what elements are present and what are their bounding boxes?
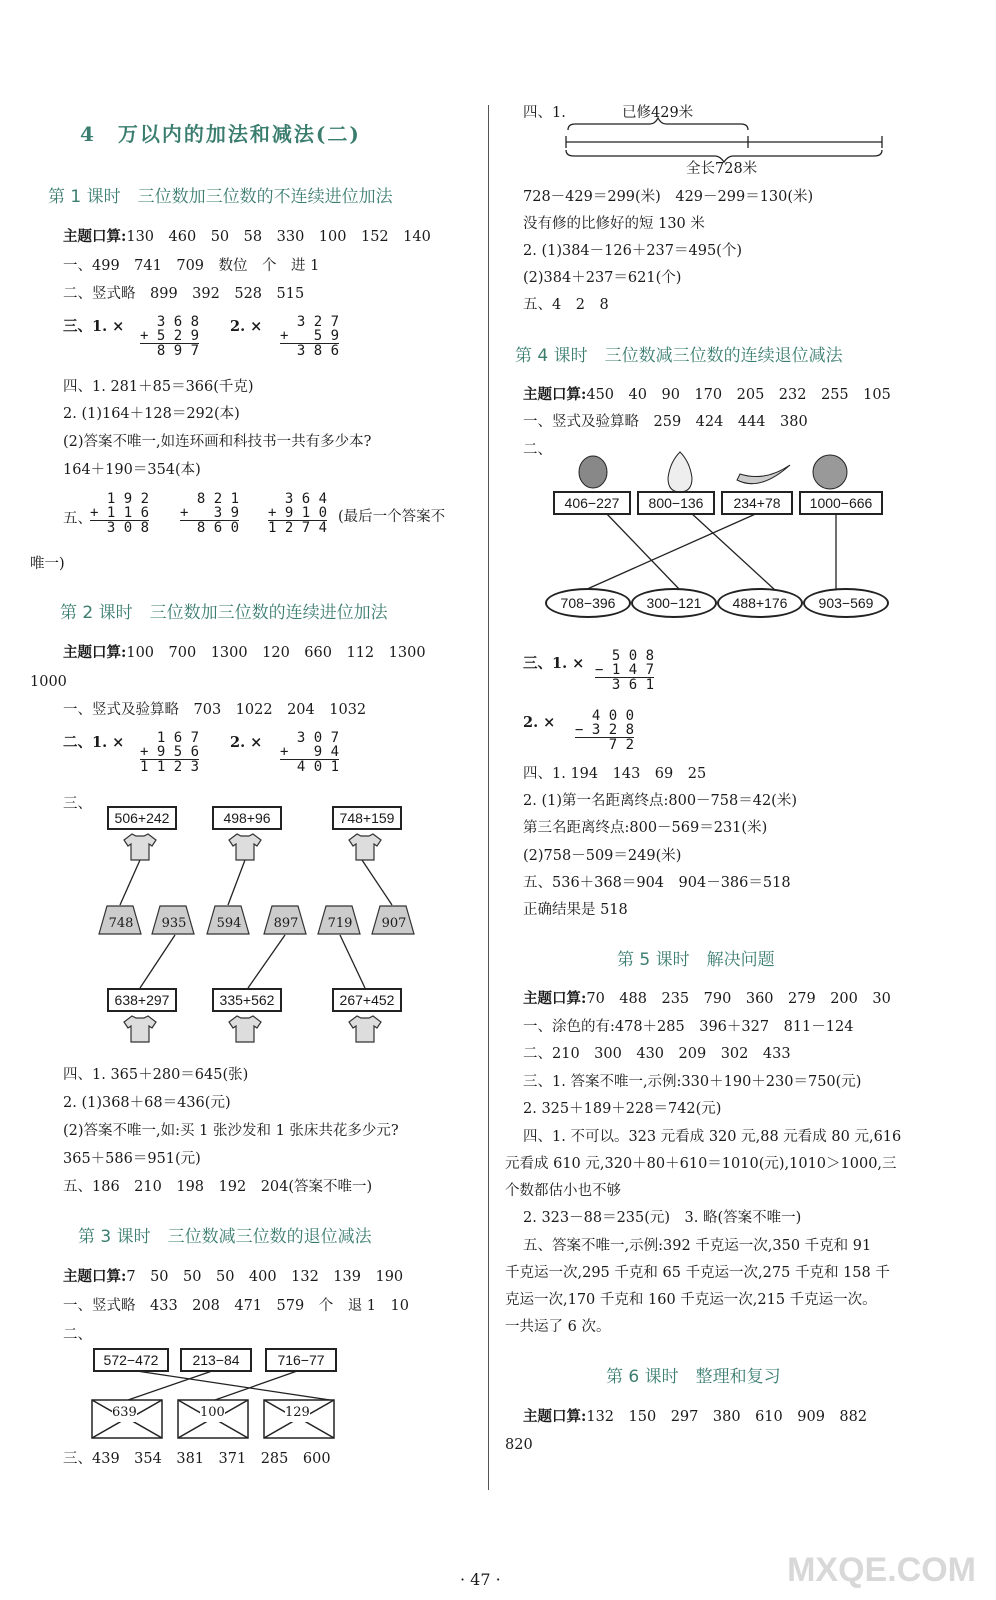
l2-bottom-box-3: 267+452 bbox=[332, 988, 402, 1012]
lesson-2-q4-3: (2)答案不唯一,如:买 1 张沙发和 1 张床共花多少元? bbox=[63, 1123, 399, 1139]
segment-bottom-label: 全长728米 bbox=[686, 161, 758, 177]
l2-top-box-1: 506+242 bbox=[107, 806, 177, 830]
lesson-3-q1: 一、竖式略 433 208 471 579 个 退 1 10 bbox=[63, 1298, 409, 1314]
lesson-1-title: 第 1 课时 三位数加三位数的不连续进位加法 bbox=[48, 187, 393, 207]
l2-top-box-2: 498+96 bbox=[212, 806, 282, 830]
l4-top-box-2: 800−136 bbox=[637, 491, 715, 515]
lesson-5-title: 第 5 课时 解决问题 bbox=[617, 950, 775, 970]
skirt-value-6: 907 bbox=[381, 916, 407, 931]
lesson-3-title: 第 3 课时 三位数减三位数的退位减法 bbox=[78, 1227, 372, 1247]
lesson-5-q5-2: 千克运一次,295 千克和 65 千克运一次,275 千克和 158 千 bbox=[505, 1265, 890, 1281]
vertical-calc-6: 1 6 7 + 9 5 6 1 1 2 3 bbox=[140, 730, 200, 775]
vertical-calc-8: 5 0 8 − 1 4 7 3 6 1 bbox=[595, 648, 655, 693]
lesson-5-q2: 二、210 300 430 209 302 433 bbox=[523, 1046, 791, 1062]
r-line-4: (2)384＋237＝621(个) bbox=[523, 270, 682, 286]
l4-top-box-3: 234+78 bbox=[721, 491, 793, 515]
lesson-2-q5: 五、186 210 198 192 204(答案不唯一) bbox=[63, 1179, 373, 1195]
lesson-5-q3-2: 2. 325＋189＋228＝742(元) bbox=[523, 1101, 722, 1117]
r-q4-label: 四、1. bbox=[523, 105, 566, 121]
segment-top-label: 已修429米 bbox=[622, 105, 694, 121]
lesson-4-q5-1: 五、536＋368＝904 904－386＝518 bbox=[523, 875, 791, 891]
lesson-5-q4-4: 2. 323－88＝235(元) 3. 略(答案不唯一) bbox=[523, 1210, 802, 1226]
lesson-4-q3-2: 2. × bbox=[523, 714, 556, 731]
unit-title: 4 万以内的加法和减法(二) bbox=[80, 122, 361, 146]
plate-3: 488+176 bbox=[717, 588, 803, 618]
r-line-2: 没有修的比修好的短 130 米 bbox=[523, 216, 705, 232]
lesson-5-q4-3: 个数都估小也不够 bbox=[505, 1183, 621, 1199]
lesson-3-q3: 三、439 354 381 371 285 600 bbox=[63, 1451, 331, 1467]
lesson-1-q5-label: 五、 bbox=[63, 511, 92, 527]
lesson-4-q4-1: 四、1. 194 143 69 25 bbox=[523, 766, 707, 782]
vertical-calc-1: 3 6 8 + 5 2 9 8 9 7 bbox=[140, 314, 200, 359]
l3-top-box-2: 213−84 bbox=[180, 1348, 252, 1372]
lesson-4-q3-1: 三、1. × bbox=[523, 655, 585, 672]
lesson-4-q5-2: 正确结果是 518 bbox=[523, 902, 628, 918]
envelope-value-2: 100 bbox=[200, 1405, 225, 1420]
skirt-value-3: 594 bbox=[216, 916, 242, 931]
l4-top-box-4: 1000−666 bbox=[799, 491, 883, 515]
vertical-calc-4: 8 2 1 + 3 9 8 6 0 bbox=[180, 491, 240, 536]
lesson-6-title: 第 6 课时 整理和复习 bbox=[606, 1367, 781, 1387]
envelope-value-1: 639 bbox=[112, 1405, 137, 1420]
r-line-1: 728－429＝299(米) 429－299＝130(米) bbox=[523, 189, 814, 205]
lesson-4-q1: 一、竖式及验算略 259 424 444 380 bbox=[523, 414, 808, 430]
lesson-1-q3-1: 三、1. × bbox=[63, 318, 125, 335]
plate-2: 300−121 bbox=[631, 588, 717, 618]
skirt-value-2: 935 bbox=[161, 916, 187, 931]
lesson-2-q1: 一、竖式及验算略 703 1022 204 1032 bbox=[63, 702, 367, 718]
lesson-5-oral: 主题口算:70 488 235 790 360 279 200 30 bbox=[523, 990, 891, 1007]
lesson-5-q4-2: 元看成 610 元,320＋80＋610＝1010(元),1010＞1000,三 bbox=[505, 1156, 897, 1172]
lesson-4-title: 第 4 课时 三位数减三位数的连续退位减法 bbox=[515, 346, 843, 366]
plate-4: 903−569 bbox=[803, 588, 889, 618]
lesson-2-title: 第 2 课时 三位数加三位数的连续进位加法 bbox=[60, 603, 388, 623]
lesson-5-q1: 一、涂色的有:478＋285 396＋327 811－124 bbox=[523, 1019, 854, 1035]
lesson-1-q3-2: 2. × bbox=[230, 318, 263, 335]
l4-top-box-1: 406−227 bbox=[553, 491, 631, 515]
lesson-2-oral: 主题口算:100 700 1300 120 660 112 1300 bbox=[63, 644, 426, 661]
lesson-1-q4-2: 2. (1)164＋128＝292(本) bbox=[63, 406, 240, 422]
lesson-1-q4-3: (2)答案不唯一,如连环画和科技书一共有多少本? bbox=[63, 434, 372, 450]
lesson-5-q5-1: 五、答案不唯一,示例:392 千克运一次,350 千克和 91 bbox=[523, 1238, 872, 1254]
lesson-2-q4-1: 四、1. 365＋280＝645(张) bbox=[63, 1067, 249, 1083]
lesson-1-q5-note: (最后一个答案不 bbox=[338, 509, 446, 525]
lesson-5-q5-4: 一共运了 6 次。 bbox=[505, 1319, 611, 1335]
lesson-3-q2-label: 二、 bbox=[63, 1327, 92, 1343]
lesson-1-q4-4: 164＋190＝354(本) bbox=[63, 462, 201, 478]
lesson-4-q2-label: 二、 bbox=[523, 442, 552, 458]
plate-1: 708−396 bbox=[545, 588, 631, 618]
l3-top-box-3: 716−77 bbox=[265, 1348, 337, 1372]
lesson-2-q2-1: 二、1. × bbox=[63, 734, 125, 751]
lesson-3-oral: 主题口算:7 50 50 50 400 132 139 190 bbox=[63, 1268, 404, 1285]
vertical-calc-9: 4 0 0 − 3 2 8 7 2 bbox=[575, 708, 635, 753]
r-line-3: 2. (1)384－126＋237＝495(个) bbox=[523, 243, 743, 259]
lesson-4-q4-2: 2. (1)第一名距离终点:800－758＝42(米) bbox=[523, 793, 797, 809]
skirt-value-4: 897 bbox=[273, 916, 299, 931]
page-number: · 47 · bbox=[460, 1570, 501, 1589]
skirt-value-1: 748 bbox=[108, 916, 134, 931]
r-line-5: 五、4 2 8 bbox=[523, 297, 609, 313]
lesson-6-oral: 主题口算:132 150 297 380 610 909 882 bbox=[523, 1408, 868, 1425]
lesson-4-q4-4: (2)758－509＝249(米) bbox=[523, 848, 682, 864]
lesson-5-q4-1: 四、1. 不可以。323 元看成 320 元,88 元看成 80 元,616 bbox=[523, 1129, 902, 1145]
lesson-5-q3-1: 三、1. 答案不唯一,示例:330＋190＋230＝750(元) bbox=[523, 1074, 862, 1090]
lesson-1-q1: 一、499 741 709 数位 个 进 1 bbox=[63, 258, 320, 274]
lesson-2-q4-2: 2. (1)368＋68＝436(元) bbox=[63, 1095, 231, 1111]
lesson-1-q4-1: 四、1. 281＋85＝366(千克) bbox=[63, 379, 254, 395]
vertical-calc-3: 1 9 2 + 1 1 6 3 0 8 bbox=[90, 491, 150, 536]
skirt-value-5: 719 bbox=[327, 916, 353, 931]
l2-bottom-box-1: 638+297 bbox=[107, 988, 177, 1012]
lesson-4-q4-3: 第三名距离终点:800－569＝231(米) bbox=[523, 820, 768, 836]
vertical-calc-5: 3 6 4 + 9 1 0 1 2 7 4 bbox=[268, 491, 328, 536]
lesson-2-q3-label: 三、 bbox=[63, 796, 92, 812]
lesson-1-oral: 主题口算:130 460 50 58 330 100 152 140 bbox=[63, 228, 431, 245]
l2-bottom-box-2: 335+562 bbox=[212, 988, 282, 1012]
watermark: MXQE.COM bbox=[787, 1551, 976, 1589]
lesson-2-oral-cont: 1000 bbox=[30, 674, 67, 690]
vertical-calc-7: 3 0 7 + 9 4 4 0 1 bbox=[280, 730, 340, 775]
lesson-6-oral-cont: 820 bbox=[505, 1437, 533, 1453]
lesson-5-q5-3: 克运一次,170 千克和 160 千克运一次,215 千克运一次。 bbox=[505, 1292, 877, 1308]
lesson-2-q2-2: 2. × bbox=[230, 734, 263, 751]
lesson-1-q5-note2: 唯一) bbox=[30, 556, 65, 572]
l2-top-box-3: 748+159 bbox=[332, 806, 402, 830]
envelope-value-3: 129 bbox=[285, 1405, 310, 1420]
vertical-calc-2: 3 2 7 + 5 9 3 8 6 bbox=[280, 314, 340, 359]
lesson-1-q2: 二、竖式略 899 392 528 515 bbox=[63, 286, 305, 302]
lesson-4-oral: 主题口算:450 40 90 170 205 232 255 105 bbox=[523, 386, 891, 403]
lesson-2-q4-4: 365＋586＝951(元) bbox=[63, 1151, 201, 1167]
l3-top-box-1: 572−472 bbox=[93, 1348, 169, 1372]
